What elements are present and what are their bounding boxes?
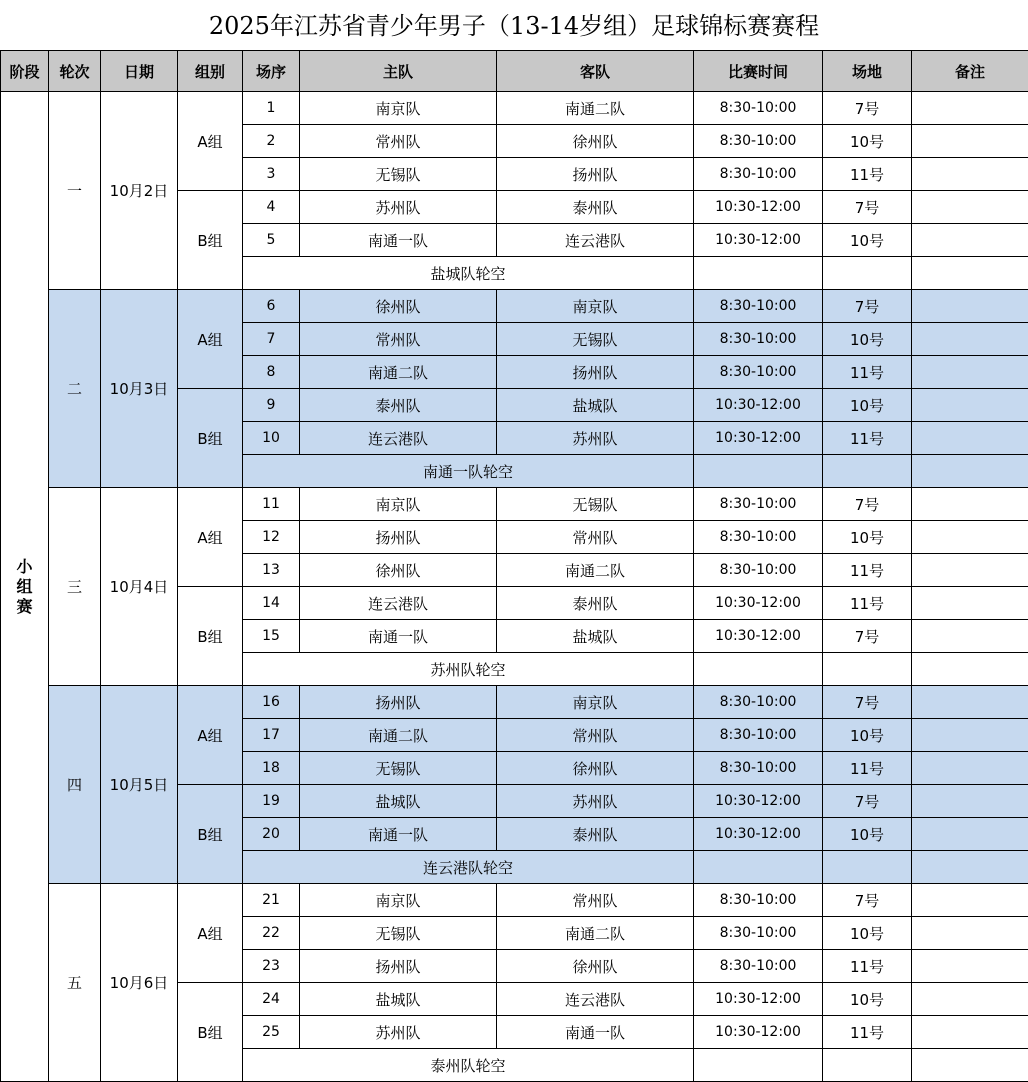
- note-cell: [912, 158, 1028, 191]
- note-cell: [912, 917, 1028, 950]
- venue-cell: 7号: [823, 290, 912, 323]
- date-cell: 10月6日: [101, 884, 178, 1082]
- date-cell: 10月3日: [101, 290, 178, 488]
- venue-cell: 11号: [823, 554, 912, 587]
- bye-note-cell: [912, 653, 1028, 686]
- table-row: [1, 488, 1028, 521]
- home-team-cell: 苏州队: [300, 191, 497, 224]
- note-cell: [912, 92, 1028, 125]
- time-cell: 10:30-12:00: [694, 785, 823, 818]
- away-team-cell: 徐州队: [497, 125, 694, 158]
- time-cell: 8:30-10:00: [694, 92, 823, 125]
- away-team-cell: 南通二队: [497, 92, 694, 125]
- venue-cell: 7号: [823, 884, 912, 917]
- schedule-table: [0, 50, 1028, 1082]
- away-team-cell: 无锡队: [497, 323, 694, 356]
- match-no-cell: 9: [243, 389, 300, 422]
- time-cell: 10:30-12:00: [694, 818, 823, 851]
- group-cell: A组: [178, 488, 243, 587]
- venue-cell: 11号: [823, 1016, 912, 1049]
- home-team-cell: 常州队: [300, 125, 497, 158]
- bye-note-cell: [912, 1049, 1028, 1082]
- venue-cell: 7号: [823, 686, 912, 719]
- header-away: 客队: [497, 51, 694, 92]
- venue-cell: 10号: [823, 224, 912, 257]
- home-team-cell: 南京队: [300, 884, 497, 917]
- note-cell: [912, 224, 1028, 257]
- match-no-cell: 10: [243, 422, 300, 455]
- venue-cell: 10号: [823, 917, 912, 950]
- bye-time-cell: [694, 455, 823, 488]
- away-team-cell: 泰州队: [497, 818, 694, 851]
- time-cell: 10:30-12:00: [694, 620, 823, 653]
- time-cell: 10:30-12:00: [694, 191, 823, 224]
- time-cell: 8:30-10:00: [694, 554, 823, 587]
- away-team-cell: 苏州队: [497, 785, 694, 818]
- time-cell: 8:30-10:00: [694, 752, 823, 785]
- home-team-cell: 泰州队: [300, 389, 497, 422]
- note-cell: [912, 191, 1028, 224]
- bye-venue-cell: [823, 257, 912, 290]
- stage-char: 赛: [1, 597, 48, 617]
- time-cell: 10:30-12:00: [694, 224, 823, 257]
- time-cell: 8:30-10:00: [694, 719, 823, 752]
- group-cell: B组: [178, 191, 243, 290]
- home-team-cell: 南通一队: [300, 818, 497, 851]
- match-no-cell: 2: [243, 125, 300, 158]
- venue-cell: 11号: [823, 587, 912, 620]
- away-team-cell: 常州队: [497, 719, 694, 752]
- time-cell: 8:30-10:00: [694, 884, 823, 917]
- header-round: 轮次: [49, 51, 101, 92]
- home-team-cell: 无锡队: [300, 752, 497, 785]
- note-cell: [912, 290, 1028, 323]
- group-cell: B组: [178, 983, 243, 1082]
- group-cell: B组: [178, 587, 243, 686]
- match-no-cell: 24: [243, 983, 300, 1016]
- bye-cell: 盐城队轮空: [243, 257, 694, 290]
- time-cell: 10:30-12:00: [694, 389, 823, 422]
- round-cell: 五: [49, 884, 101, 1082]
- time-cell: 8:30-10:00: [694, 125, 823, 158]
- away-team-cell: 泰州队: [497, 587, 694, 620]
- venue-cell: 10号: [823, 389, 912, 422]
- home-team-cell: 盐城队: [300, 983, 497, 1016]
- time-cell: 8:30-10:00: [694, 521, 823, 554]
- venue-cell: 7号: [823, 92, 912, 125]
- note-cell: [912, 587, 1028, 620]
- match-no-cell: 4: [243, 191, 300, 224]
- home-team-cell: 南通一队: [300, 224, 497, 257]
- away-team-cell: 徐州队: [497, 752, 694, 785]
- home-team-cell: 南通二队: [300, 719, 497, 752]
- note-cell: [912, 950, 1028, 983]
- away-team-cell: 连云港队: [497, 983, 694, 1016]
- header-match-no: 场序: [243, 51, 300, 92]
- bye-venue-cell: [823, 1049, 912, 1082]
- group-cell: B组: [178, 785, 243, 884]
- away-team-cell: 南通一队: [497, 1016, 694, 1049]
- header-group: 组别: [178, 51, 243, 92]
- home-team-cell: 徐州队: [300, 290, 497, 323]
- match-no-cell: 6: [243, 290, 300, 323]
- time-cell: 8:30-10:00: [694, 323, 823, 356]
- time-cell: 8:30-10:00: [694, 950, 823, 983]
- note-cell: [912, 818, 1028, 851]
- bye-cell: 苏州队轮空: [243, 653, 694, 686]
- match-no-cell: 8: [243, 356, 300, 389]
- time-cell: 10:30-12:00: [694, 422, 823, 455]
- round-cell: 一: [49, 92, 101, 290]
- note-cell: [912, 125, 1028, 158]
- note-cell: [912, 422, 1028, 455]
- bye-cell: 连云港队轮空: [243, 851, 694, 884]
- home-team-cell: 南京队: [300, 92, 497, 125]
- venue-cell: 11号: [823, 422, 912, 455]
- home-team-cell: 盐城队: [300, 785, 497, 818]
- note-cell: [912, 356, 1028, 389]
- group-cell: A组: [178, 290, 243, 389]
- home-team-cell: 无锡队: [300, 917, 497, 950]
- bye-time-cell: [694, 851, 823, 884]
- header-note: 备注: [912, 51, 1028, 92]
- group-cell: B组: [178, 389, 243, 488]
- match-no-cell: 17: [243, 719, 300, 752]
- note-cell: [912, 620, 1028, 653]
- match-no-cell: 21: [243, 884, 300, 917]
- match-no-cell: 14: [243, 587, 300, 620]
- away-team-cell: 常州队: [497, 884, 694, 917]
- away-team-cell: 南通二队: [497, 554, 694, 587]
- home-team-cell: 徐州队: [300, 554, 497, 587]
- venue-cell: 11号: [823, 950, 912, 983]
- time-cell: 10:30-12:00: [694, 1016, 823, 1049]
- away-team-cell: 苏州队: [497, 422, 694, 455]
- match-no-cell: 5: [243, 224, 300, 257]
- group-cell: A组: [178, 92, 243, 191]
- note-cell: [912, 884, 1028, 917]
- venue-cell: 7号: [823, 488, 912, 521]
- stage-char: 小: [1, 557, 48, 577]
- match-no-cell: 13: [243, 554, 300, 587]
- away-team-cell: 无锡队: [497, 488, 694, 521]
- time-cell: 10:30-12:00: [694, 983, 823, 1016]
- time-cell: 8:30-10:00: [694, 158, 823, 191]
- note-cell: [912, 323, 1028, 356]
- home-team-cell: 常州队: [300, 323, 497, 356]
- match-no-cell: 15: [243, 620, 300, 653]
- venue-cell: 11号: [823, 158, 912, 191]
- venue-cell: 10号: [823, 983, 912, 1016]
- venue-cell: 10号: [823, 818, 912, 851]
- home-team-cell: 扬州队: [300, 950, 497, 983]
- venue-cell: 7号: [823, 620, 912, 653]
- table-row: [1, 92, 1028, 125]
- home-team-cell: 连云港队: [300, 587, 497, 620]
- home-team-cell: 连云港队: [300, 422, 497, 455]
- note-cell: [912, 554, 1028, 587]
- note-cell: [912, 521, 1028, 554]
- home-team-cell: 扬州队: [300, 686, 497, 719]
- bye-time-cell: [694, 257, 823, 290]
- date-cell: 10月2日: [101, 92, 178, 290]
- match-no-cell: 11: [243, 488, 300, 521]
- away-team-cell: 盐城队: [497, 620, 694, 653]
- home-team-cell: 苏州队: [300, 1016, 497, 1049]
- bye-venue-cell: [823, 455, 912, 488]
- time-cell: 8:30-10:00: [694, 488, 823, 521]
- table-row: [1, 290, 1028, 323]
- time-cell: 8:30-10:00: [694, 290, 823, 323]
- match-no-cell: 7: [243, 323, 300, 356]
- venue-cell: 10号: [823, 323, 912, 356]
- group-cell: A组: [178, 686, 243, 785]
- note-cell: [912, 686, 1028, 719]
- table-row: [1, 884, 1028, 917]
- away-team-cell: 连云港队: [497, 224, 694, 257]
- venue-cell: 10号: [823, 719, 912, 752]
- away-team-cell: 南京队: [497, 290, 694, 323]
- note-cell: [912, 1016, 1028, 1049]
- home-team-cell: 南通一队: [300, 620, 497, 653]
- away-team-cell: 扬州队: [497, 356, 694, 389]
- venue-cell: 7号: [823, 785, 912, 818]
- match-no-cell: 16: [243, 686, 300, 719]
- away-team-cell: 盐城队: [497, 389, 694, 422]
- time-cell: 8:30-10:00: [694, 917, 823, 950]
- bye-time-cell: [694, 1049, 823, 1082]
- away-team-cell: 南通二队: [497, 917, 694, 950]
- bye-note-cell: [912, 455, 1028, 488]
- home-team-cell: 南京队: [300, 488, 497, 521]
- away-team-cell: 常州队: [497, 521, 694, 554]
- round-cell: 四: [49, 686, 101, 884]
- bye-note-cell: [912, 257, 1028, 290]
- away-team-cell: 扬州队: [497, 158, 694, 191]
- bye-note-cell: [912, 851, 1028, 884]
- date-cell: 10月5日: [101, 686, 178, 884]
- match-no-cell: 18: [243, 752, 300, 785]
- match-no-cell: 25: [243, 1016, 300, 1049]
- match-no-cell: 1: [243, 92, 300, 125]
- note-cell: [912, 719, 1028, 752]
- match-no-cell: 23: [243, 950, 300, 983]
- header-time: 比赛时间: [694, 51, 823, 92]
- bye-time-cell: [694, 653, 823, 686]
- home-team-cell: 扬州队: [300, 521, 497, 554]
- away-team-cell: 徐州队: [497, 950, 694, 983]
- venue-cell: 10号: [823, 125, 912, 158]
- note-cell: [912, 983, 1028, 1016]
- match-no-cell: 12: [243, 521, 300, 554]
- bye-venue-cell: [823, 653, 912, 686]
- round-cell: 三: [49, 488, 101, 686]
- venue-cell: 7号: [823, 191, 912, 224]
- venue-cell: 10号: [823, 521, 912, 554]
- note-cell: [912, 785, 1028, 818]
- stage-cell: [1, 92, 49, 1082]
- time-cell: 8:30-10:00: [694, 356, 823, 389]
- match-no-cell: 20: [243, 818, 300, 851]
- time-cell: 8:30-10:00: [694, 686, 823, 719]
- header-venue: 场地: [823, 51, 912, 92]
- away-team-cell: 南京队: [497, 686, 694, 719]
- note-cell: [912, 752, 1028, 785]
- page-title: 2025年江苏省青少年男子（13-14岁组）足球锦标赛赛程: [0, 0, 1028, 50]
- venue-cell: 11号: [823, 752, 912, 785]
- bye-venue-cell: [823, 851, 912, 884]
- match-no-cell: 3: [243, 158, 300, 191]
- note-cell: [912, 389, 1028, 422]
- header-row: [1, 51, 1028, 92]
- group-cell: A组: [178, 884, 243, 983]
- stage-char: 组: [1, 577, 48, 597]
- note-cell: [912, 488, 1028, 521]
- home-team-cell: 无锡队: [300, 158, 497, 191]
- match-no-cell: 19: [243, 785, 300, 818]
- table-row: [1, 686, 1028, 719]
- header-date: 日期: [101, 51, 178, 92]
- away-team-cell: 泰州队: [497, 191, 694, 224]
- date-cell: 10月4日: [101, 488, 178, 686]
- venue-cell: 11号: [823, 356, 912, 389]
- time-cell: 10:30-12:00: [694, 587, 823, 620]
- header-stage: 阶段: [1, 51, 49, 92]
- bye-cell: 南通一队轮空: [243, 455, 694, 488]
- round-cell: 二: [49, 290, 101, 488]
- match-no-cell: 22: [243, 917, 300, 950]
- header-home: 主队: [300, 51, 497, 92]
- home-team-cell: 南通二队: [300, 356, 497, 389]
- bye-cell: 泰州队轮空: [243, 1049, 694, 1082]
